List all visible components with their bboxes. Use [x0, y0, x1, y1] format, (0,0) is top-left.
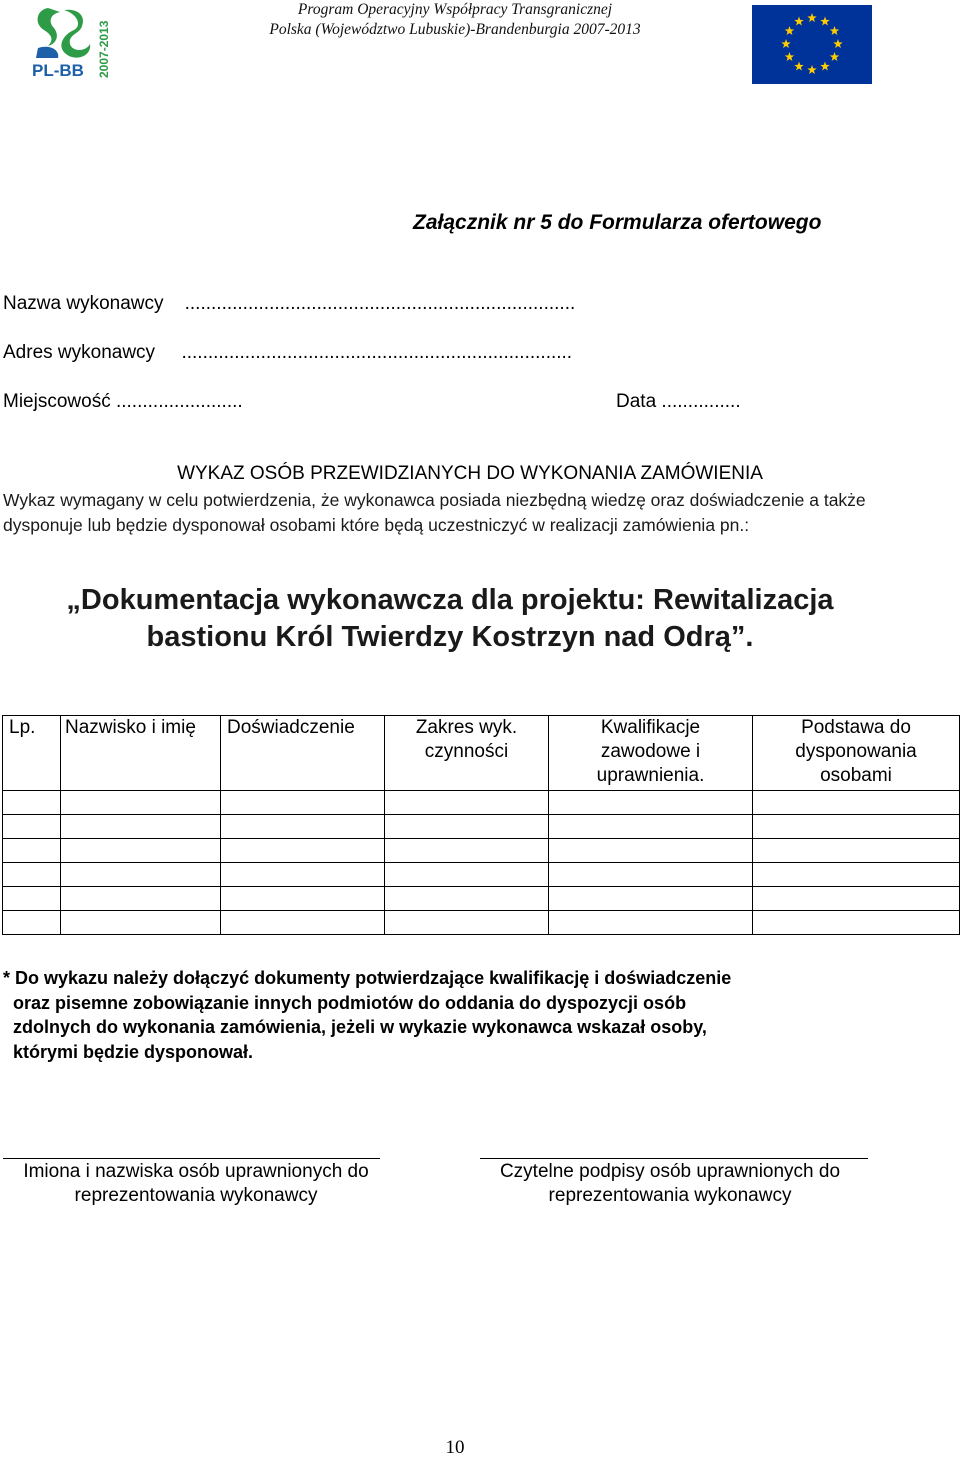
header-name: Nazwisko i imię	[61, 716, 221, 791]
description-paragraph: Wykaz wymagany w celu potwierdzenia, że wykonawca posiada niezbędną wiedzę oraz doświadczenie a także dysponuje lub będzie dysponował osobami które będą uczestniczyć w realizacji zamówienia pn.:	[3, 490, 866, 535]
table-cell	[3, 911, 61, 935]
table-cell	[753, 815, 960, 839]
city-field: Miejscowość ........................	[3, 391, 243, 412]
header-qualifications: Kwalifikacje zawodowe i uprawnienia.	[549, 716, 753, 791]
project-title-line-1: „Dokumentacja wykonawcza dla projektu: Rewitalizacja	[66, 584, 834, 616]
table-cell	[385, 887, 549, 911]
table-cell	[549, 815, 753, 839]
signature-line-right	[480, 1158, 868, 1159]
table-row	[3, 815, 960, 839]
eu-star-icon	[785, 26, 795, 35]
table-cell	[221, 791, 385, 815]
staff-table	[2, 715, 960, 935]
table-cell	[221, 863, 385, 887]
signature-line-left	[3, 1158, 380, 1159]
table-cell	[385, 815, 549, 839]
table-cell	[549, 887, 753, 911]
table-row	[3, 911, 960, 935]
date-field: Data ...............	[616, 391, 741, 412]
signature-label-left	[0, 1160, 392, 1208]
table-cell	[61, 863, 221, 887]
table-row	[3, 791, 960, 815]
table-cell	[385, 839, 549, 863]
table-cell	[3, 791, 61, 815]
table-row	[3, 839, 960, 863]
table-cell	[61, 791, 221, 815]
project-title-line-2: bastionu Król Twierdzy Kostrzyn nad Odrą”.	[146, 621, 754, 653]
header-lp: Lp.	[3, 716, 61, 791]
footnote-line-3: zdolnych do wykonania zamówienia, jeżeli w wykazie wykonawca wskazał osoby,	[13, 1017, 707, 1037]
svg-text:2007-2013: 2007-2013	[97, 20, 111, 78]
annex-title: Załącznik nr 5 do Formularza ofertowego	[413, 211, 822, 234]
pl-bb-logo	[30, 4, 120, 82]
footnote	[3, 966, 883, 1064]
table-cell	[385, 863, 549, 887]
project-title	[0, 582, 900, 656]
table-row	[3, 863, 960, 887]
table-cell	[61, 839, 221, 863]
table-cell	[3, 863, 61, 887]
table-cell	[753, 911, 960, 935]
table-cell	[3, 839, 61, 863]
table-cell	[221, 887, 385, 911]
eu-star-icon	[781, 39, 791, 48]
table-cell	[221, 911, 385, 935]
table-cell	[385, 911, 549, 935]
table-cell	[549, 863, 753, 887]
table-cell	[61, 887, 221, 911]
list-heading: WYKAZ OSÓB PRZEWIDZIANYCH DO WYKONANIA ZAMÓWIENIA	[177, 463, 763, 484]
table-cell	[385, 791, 549, 815]
table-cell	[549, 791, 753, 815]
eu-star-icon	[794, 16, 804, 25]
signature-left-line-2: reprezentowania wykonawcy	[74, 1185, 318, 1206]
table-row	[3, 887, 960, 911]
header-scope: Zakres wyk. czynności	[385, 716, 549, 791]
table-cell	[221, 839, 385, 863]
table-cell	[549, 839, 753, 863]
signature-right-line-1: Czytelne podpisy osób uprawnionych do	[499, 1161, 841, 1182]
eu-star-icon	[833, 39, 843, 48]
footnote-line-2: oraz pisemne zobowiązanie innych podmiotów do oddania do dyspozycji osób	[13, 992, 687, 1013]
eu-star-icon	[807, 65, 817, 74]
eu-star-icon	[785, 52, 795, 61]
eu-flag-icon	[752, 5, 872, 84]
table-cell	[753, 839, 960, 863]
table-header-row	[3, 716, 960, 791]
eu-star-icon	[820, 16, 830, 25]
table-cell	[3, 887, 61, 911]
table-cell	[221, 815, 385, 839]
table-cell	[753, 887, 960, 911]
eu-star-icon	[830, 26, 840, 35]
program-line-2: Polska (Województwo Lubuskie)-Brandenburgia 2007-2013	[269, 21, 641, 38]
signature-left-line-1: Imiona i nazwiska osób uprawnionych do	[23, 1161, 369, 1182]
eu-star-icon	[794, 62, 804, 71]
program-header	[160, 0, 750, 40]
footnote-line-1: * Do wykazu należy dołączyć dokumenty potwierdzające kwalifikację i doświadczenie	[3, 968, 732, 988]
eu-star-icon	[830, 52, 840, 61]
signature-label-right	[474, 1160, 866, 1208]
table-cell	[3, 815, 61, 839]
header-experience: Doświadczenie	[221, 716, 385, 791]
program-line-1: Program Operacyjny Współpracy Transgranicznej	[297, 1, 613, 18]
table-cell	[61, 911, 221, 935]
contractor-name-field: Nazwa wykonawcy ..........................................................................	[3, 293, 576, 314]
header-basis: Podstawa do dysponowania osobami	[753, 716, 960, 791]
table-cell	[753, 863, 960, 887]
page-number: 10	[445, 1437, 465, 1458]
eu-star-icon	[807, 13, 817, 22]
table-cell	[549, 911, 753, 935]
table-cell	[61, 815, 221, 839]
eu-star-icon	[820, 62, 830, 71]
svg-text:PL-BB: PL-BB	[32, 61, 84, 80]
footnote-line-4: którymi będzie dysponował.	[13, 1041, 254, 1062]
contractor-address-field: Adres wykonawcy ..........................................................................	[3, 342, 573, 363]
signature-right-line-2: reprezentowania wykonawcy	[548, 1185, 792, 1206]
table-cell	[753, 791, 960, 815]
